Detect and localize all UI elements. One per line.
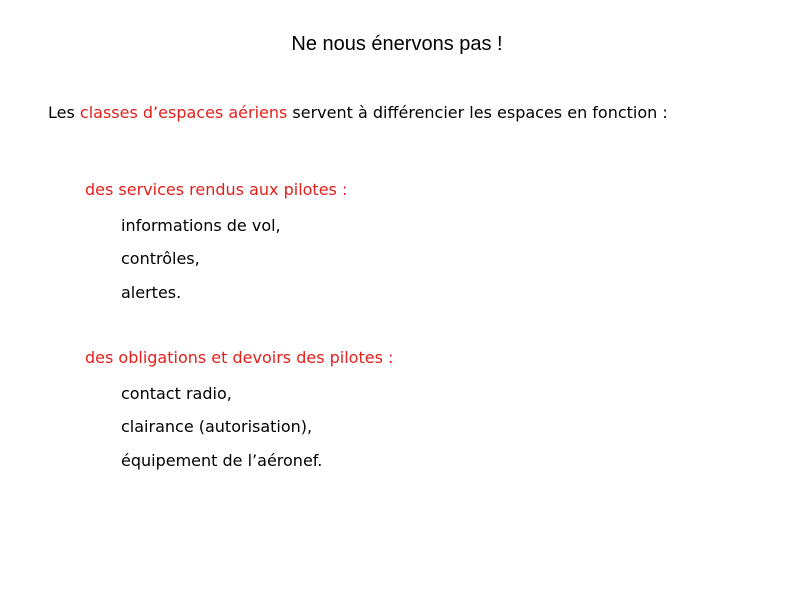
intro-paragraph (48, 100, 778, 126)
section-heading-services: des services rendus aux pilotes : (85, 180, 348, 199)
slide-title: Ne nous énervons pas ! (291, 33, 503, 55)
list-item: alertes. (121, 283, 182, 302)
intro-highlight: classes d’espaces aériens (79, 103, 288, 122)
list-item: clairance (autorisation), (121, 417, 313, 436)
list-item: contrôles, (121, 249, 200, 268)
list-item: contact radio, (121, 384, 232, 403)
section-heading-obligations: des obligations et devoirs des pilotes : (85, 348, 394, 367)
intro-prefix: Les (48, 103, 80, 122)
list-item: informations de vol, (121, 216, 281, 235)
intro-suffix: servent à différencier les espaces en fonction : (287, 103, 668, 122)
list-item: équipement de l’aéronef. (121, 451, 323, 470)
